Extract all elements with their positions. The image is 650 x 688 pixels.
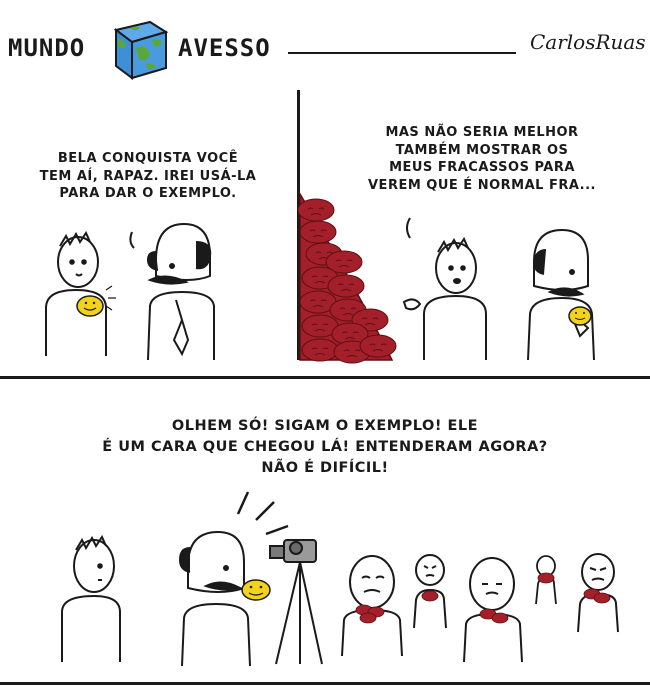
panel1-speech-tail bbox=[130, 232, 134, 248]
panel2-smiley-trophy bbox=[569, 307, 591, 325]
comic-title-left: MUNDO bbox=[8, 34, 86, 62]
panel1-speech-line: BELA CONQUISTA VOCÊ bbox=[57, 151, 239, 166]
panel2-speech-line: MAS NÃO SERIA MELHOR bbox=[385, 125, 579, 140]
panel1-speech-line: TEM AÍ, RAPAZ. IREI USÁ-LA bbox=[39, 168, 257, 184]
panel3-young-man bbox=[62, 537, 120, 662]
panel3-boss bbox=[180, 532, 250, 666]
panel2-boss bbox=[528, 230, 594, 360]
panel-divider-bottom bbox=[0, 682, 650, 685]
panel-divider-top bbox=[0, 376, 650, 379]
panel2-speech-line: VEREM QUE É NORMAL FRA... bbox=[368, 177, 596, 193]
video-camera-icon bbox=[270, 540, 322, 664]
panel2-speech-line: TAMBÉM MOSTRAR OS bbox=[395, 142, 569, 158]
panel1-young-man bbox=[46, 233, 106, 356]
panel1-boss bbox=[148, 224, 214, 360]
panel3-speech-line: OLHEM SÓ! SIGAM O EXEMPLO! ELE bbox=[171, 418, 479, 434]
comic-title-right: AVESSO bbox=[178, 34, 271, 62]
failure-pile bbox=[298, 194, 396, 363]
panel3-speech-line: É UM CARA QUE CHEGOU LÁ! ENTENDERAM AGORA? bbox=[102, 439, 548, 456]
panel1-speech-line: PARA DAR O EXEMPLO. bbox=[59, 186, 237, 202]
panel3-smiley-trophy bbox=[242, 580, 270, 600]
panel3-speech-line: NÃO É DIFÍCIL! bbox=[261, 460, 389, 477]
panel2-speech-line: MEUS FRACASSOS PARA bbox=[389, 160, 575, 176]
excitement-lines bbox=[238, 492, 288, 534]
panel2-young-man bbox=[404, 239, 486, 360]
crowd-person-sad bbox=[342, 556, 402, 656]
author-signature: CarlosRuas bbox=[530, 30, 646, 54]
panel2-speech-tail bbox=[407, 218, 410, 238]
